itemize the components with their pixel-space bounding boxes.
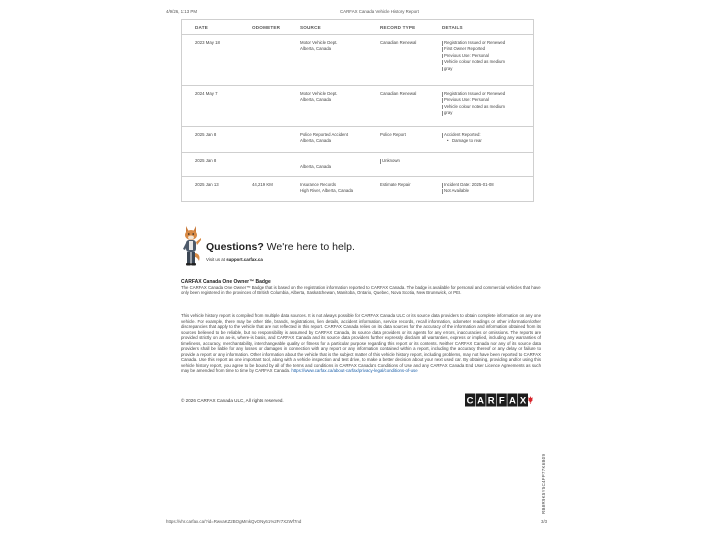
row-details (442, 40, 534, 72)
row-record-type: Canadian Renewal (380, 40, 417, 45)
header-record-type: RECORD TYPE (380, 24, 416, 30)
source-location: Alberta, Canada (300, 138, 332, 144)
row-record-type (380, 158, 400, 164)
vertical-report-code (535, 450, 546, 514)
svg-text:A: A (477, 395, 485, 407)
source-location: Alberta, Canada (300, 46, 332, 52)
row-date: 2023 May 18 (195, 40, 220, 45)
detail-line: First Owner Reported (442, 46, 534, 52)
source-location: High River, Alberta, Canada (300, 188, 354, 194)
detail-line: Previous Use: Personal (442, 53, 534, 59)
table-header (182, 20, 533, 35)
row-details (442, 91, 534, 117)
header-details: DETAILS (442, 24, 463, 30)
row-source (300, 182, 353, 195)
row-source (300, 158, 331, 171)
row-odometer: 44,219 KM (252, 182, 273, 187)
disclaimer-text: This vehicle history report is compiled from multiple data sources. It is not always possible for CARFAX Canada ULC or its source data providers to obtain complete information on any one vehicle. For example, there may be other title, brands, registrations, lien details, accident information, service records, recall information, odometer readings or other information/other discrepancies that apply to the vehicle that are not reflected in this report. CARFAX Canada relies on its data sources for the accuracy of the information and information obtained from its sources believed to be reliable, but no responsibility is assumed by CARFAX Canada, its source data providers or its agents for any errors, inaccuracies or omissions. The reports are provided strictly on an as-is, where-is basis, and CARFAX Canada and its source data providers further expressly disclaim all warranties, express or implied, including any warranties of timeliness, accuracy, merchantability, interchangeable quality or fitness for a particular purpose regarding this report or its contents. Neither CARFAX Canada nor any of its source data providers shall be liable for any losses or damages in connection with any report or any information contained within a report, including the accuracy thereof or any delay or failure to provide a report or any information. Other information about the vehicle that is the subject matter of this vehicle history report, including problems, may not have been reported to CARFAX Canada. Use this report as one important tool, along with a vehicle inspection and test drive, to make a better decision about your next used car. By obtaining, providing and/or using this vehicle history report, you agree to be bound by all of the terms and conditions in CARFAX Canada's Conditions of Use and any CARFAX Canada End User Licence Agreements as such may be amended from time to time by CARFAX Canada. (181, 313, 541, 374)
header-odometer: ODOMETER (252, 24, 281, 30)
print-datetime: 4/9/26, 1:13 PM (166, 9, 197, 14)
table-row (182, 127, 533, 153)
fox-mascot-icon (182, 224, 202, 266)
table-row (182, 35, 533, 86)
bullet-icon: • (447, 138, 449, 144)
row-record-type: Canadian Renewal (380, 91, 417, 96)
source-location: Alberta, Canada (300, 97, 332, 103)
source-location: Alberta, Canada (300, 164, 332, 170)
support-visit (206, 257, 263, 262)
detail-line: gray (442, 110, 534, 116)
svg-text:F: F (498, 395, 505, 407)
row-details (442, 132, 534, 145)
table-row (182, 153, 533, 177)
detail-sub-text: Damage to rear (452, 138, 482, 144)
row-date: 2025 Jan 8 (195, 158, 217, 163)
row-source (300, 132, 348, 145)
print-header (0, 9, 716, 17)
carfax-logo-icon (465, 393, 533, 407)
row-details (442, 182, 534, 195)
source-line: Insurance Records (300, 182, 337, 187)
conditions-of-use-link[interactable]: https://www.carfax.ca/about-carfax/privacy-legal/conditions-of-use (291, 368, 418, 374)
record-type-text: Unknown (382, 158, 400, 163)
row-record-type: Estimate Repair (380, 182, 411, 187)
svg-text:R: R (487, 395, 495, 407)
detail-sub-item (442, 138, 534, 144)
questions-title-bold: Questions? (206, 241, 264, 253)
svg-text:C: C (466, 395, 474, 407)
report-code-text: RB8R9K5Y5C4FP77K6B09 (541, 453, 546, 514)
row-date: 2025 Jan 8 (195, 132, 217, 137)
header-date: DATE (195, 24, 208, 30)
table-row (182, 177, 533, 201)
row-source (300, 91, 338, 104)
questions-title (206, 241, 355, 253)
detail-line: Not Available (442, 188, 534, 194)
detail-line: Previous Use: Personal (442, 97, 534, 103)
copyright: © 2026 CARFAX Canada ULC, All rights reserved. (181, 398, 284, 403)
detail-line: Vehicle colour noted as medium (442, 104, 534, 110)
svg-text:A: A (508, 395, 516, 407)
detail-line: Vehicle colour noted as medium (442, 59, 534, 65)
detail-line: Incident Date: 2025-01-08 (442, 182, 534, 188)
detail-line: Registration Issued or Renewed (442, 40, 534, 46)
support-link[interactable]: support.carfax.ca (226, 257, 263, 262)
one-owner-badge-section (181, 279, 541, 295)
svg-text:X: X (519, 395, 527, 407)
support-visit-prefix: Visit us at (206, 257, 227, 262)
badge-title: CARFAX Canada One Owner™ Badge (181, 279, 271, 285)
source-line: Motor Vehicle Dept. (300, 91, 338, 96)
source-line: Police Reported Accident (300, 132, 349, 137)
questions-section (182, 224, 482, 268)
header-source: SOURCE (300, 24, 321, 30)
questions-title-rest: We're here to help. (263, 241, 355, 253)
row-record-type: Police Report (380, 132, 406, 137)
disclaimer (181, 313, 541, 374)
detail-line: gray (442, 66, 534, 72)
source-line: Motor Vehicle Dept. (300, 40, 338, 45)
row-source (300, 40, 338, 53)
table-row (182, 86, 533, 127)
print-url: https://vhr.carfax.ca/?id=RwvaKZ2BOgMmkQvONy61%2Fr7X2Wf7nd (166, 519, 302, 524)
detail-line: Registration Issued or Renewed (442, 91, 534, 97)
page-number: 3/3 (541, 519, 548, 524)
badge-text: The CARFAX Canada One Owner™ Badge that is based on the registration information reported to CARFAX Canada. The badge is available for personal and commercial vehicles that have only been registered in the provinces of British Columbia, Alberta, Saskatchewan, Manitoba, Ontario, Quebec, Nova Scotia, New Brunswick, or PEI. (181, 285, 541, 296)
row-date: 2024 May 7 (195, 91, 218, 96)
history-table (181, 19, 534, 202)
detail-line: Accident Reported: (442, 132, 534, 138)
print-title: CARFAX Canada Vehicle History Report (340, 9, 419, 14)
row-date: 2025 Jan 13 (195, 182, 219, 187)
